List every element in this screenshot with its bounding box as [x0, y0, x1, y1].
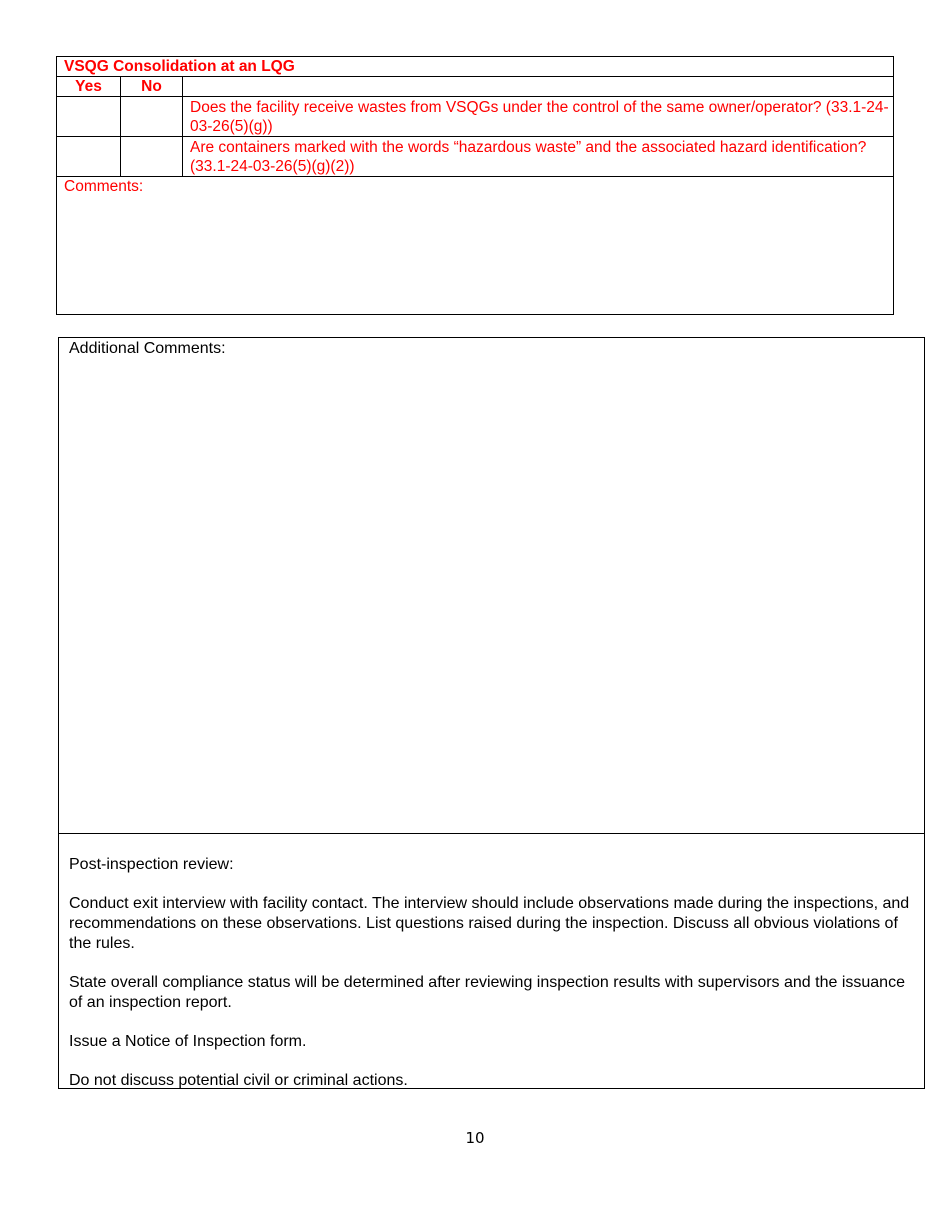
yes-checkbox-cell[interactable]	[57, 137, 121, 177]
no-column-header: No	[121, 77, 183, 97]
additional-comments-label: Additional Comments:	[69, 340, 226, 357]
comments-field[interactable]	[57, 177, 894, 315]
additional-comments-field[interactable]	[59, 360, 924, 830]
section-divider	[59, 833, 924, 834]
no-checkbox-cell[interactable]	[121, 97, 183, 137]
post-inspection-heading: Post-inspection review:	[69, 856, 234, 873]
question-text: Does the facility receive wastes from VSQGs under the control of the same owner/operator? (33.1-24-03-26(5)(g))	[183, 97, 894, 137]
section-title: VSQG Consolidation at an LQG	[57, 57, 894, 77]
page-number: 10	[465, 1129, 485, 1147]
table-row	[57, 97, 894, 137]
table-title-row	[57, 57, 894, 77]
question-text: Are containers marked with the words “hazardous waste” and the associated hazard identification? (33.1-24-03-26(5)(g)(2))	[183, 137, 894, 177]
yes-checkbox-cell[interactable]	[57, 97, 121, 137]
no-checkbox-cell[interactable]	[121, 137, 183, 177]
yes-column-header: Yes	[57, 77, 121, 97]
comments-row	[57, 177, 894, 315]
post-inspection-paragraph: State overall compliance status will be determined after reviewing inspection results with supervisors and the issuance of an inspection report.	[69, 974, 905, 1011]
post-inspection-section	[69, 855, 917, 1091]
comments-label: Comments:	[64, 178, 144, 195]
post-inspection-paragraph: Issue a Notice of Inspection form.	[69, 1033, 307, 1050]
table-row	[57, 137, 894, 177]
post-inspection-paragraph: Conduct exit interview with facility contact. The interview should include observations made during the inspections, and recommendations on these observations. List questions raised during the inspection. Discuss all obvious violations of the rules.	[69, 895, 910, 952]
vsqg-consolidation-table	[56, 56, 894, 315]
additional-comments-box	[58, 337, 925, 1089]
question-column-header	[183, 77, 894, 97]
post-inspection-paragraph: Do not discuss potential civil or criminal actions.	[69, 1072, 408, 1089]
table-header-row	[57, 77, 894, 97]
